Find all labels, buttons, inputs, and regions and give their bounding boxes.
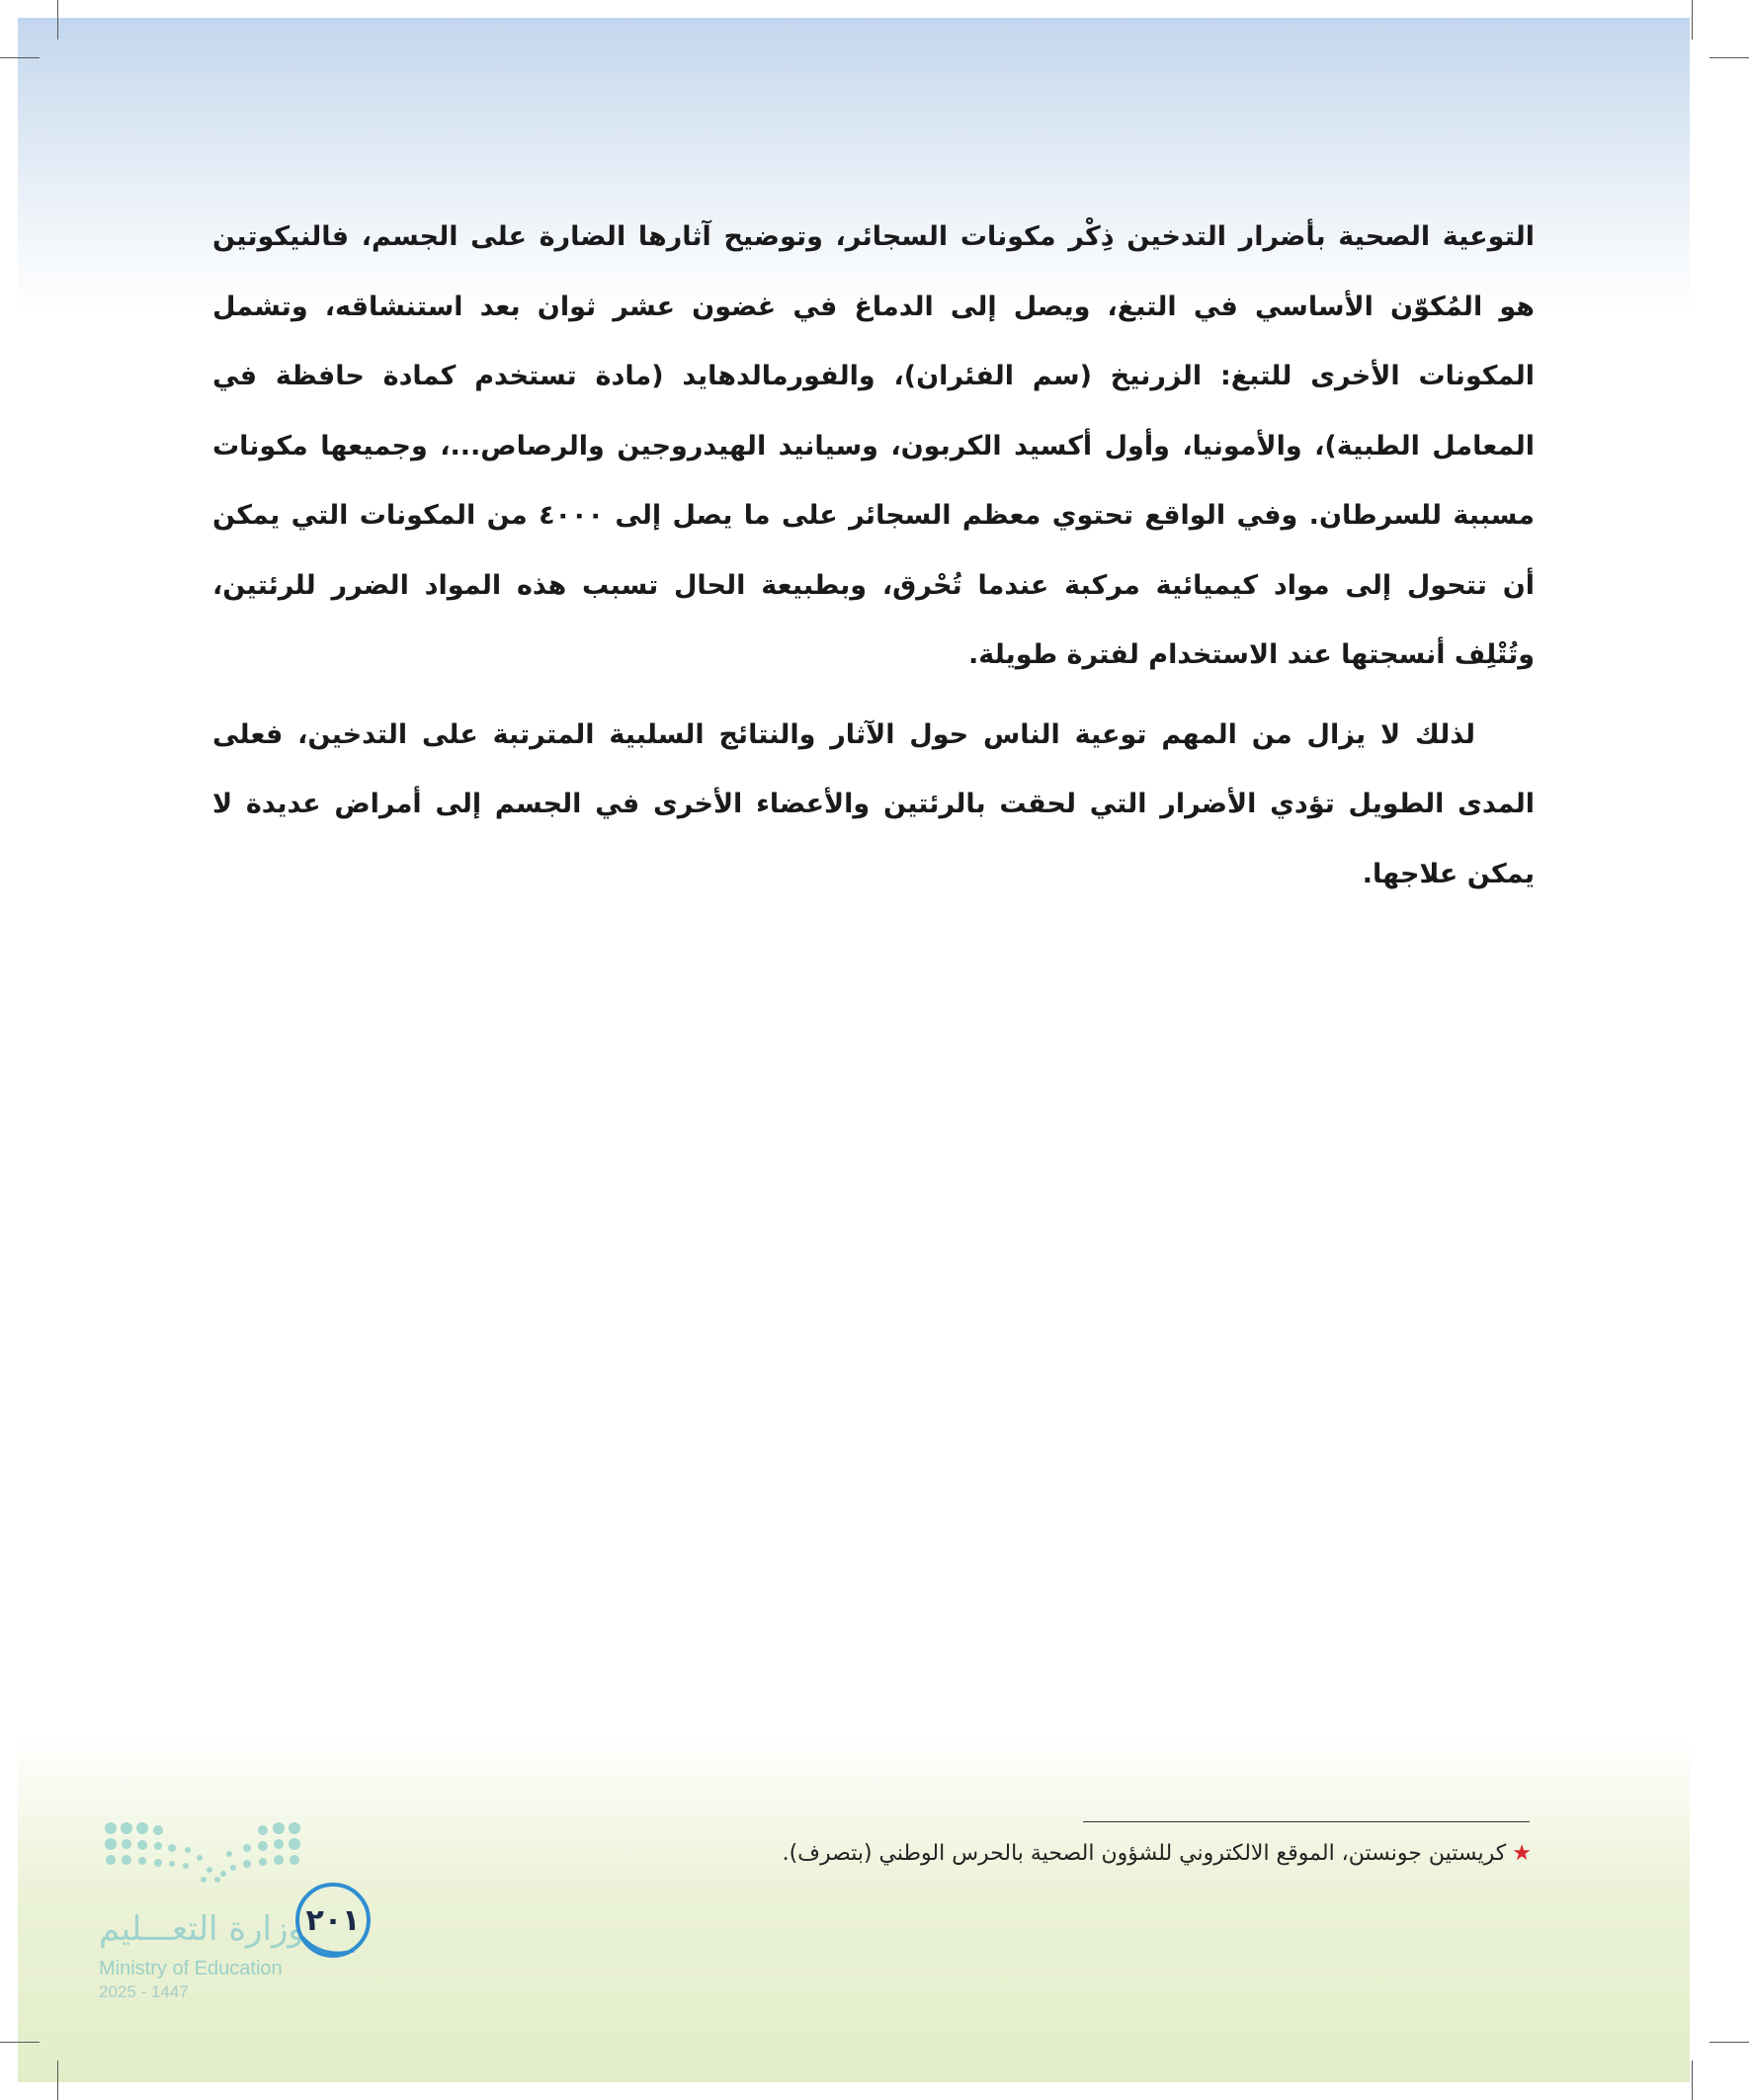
footnote — [553, 1836, 1532, 1872]
crop-mark — [57, 0, 58, 40]
ministry-logo-arabic: وزارة التعـــليم — [99, 1909, 304, 1949]
footnote-text: كريستين جونستن، الموقع الالكتروني للشؤون الصحية بالحرس الوطني (بتصرف). — [782, 1841, 1507, 1866]
page-number: ٢٠١ — [305, 1902, 361, 1938]
crop-mark — [0, 2042, 40, 2043]
paragraph: لذلك لا يزال من المهم توعية الناس حول الآثار والنتائج السلبية المترتبة على التدخين، فعلى المدى الطويل تؤدي الأضرار التي لحقت بالرئتين والأعضاء الأخرى في الجسم إلى أمراض عديدة لا يمكن علاجها. — [212, 718, 1535, 889]
crop-mark — [1709, 2042, 1749, 2043]
crop-mark — [57, 2060, 58, 2100]
crop-mark — [1709, 57, 1749, 58]
body-text — [212, 203, 1535, 909]
footnote-divider — [1083, 1821, 1530, 1822]
crop-mark — [0, 57, 40, 58]
crop-mark — [1692, 0, 1693, 40]
crop-mark — [1692, 2060, 1693, 2100]
ministry-logo-english: Ministry of Education — [99, 1958, 283, 1979]
star-icon: ★ — [1512, 1841, 1532, 1866]
ministry-logo-year: 2025 - 1447 — [99, 1982, 189, 2001]
paragraph: التوعية الصحية بأضرار التدخين ذِكْر مكونات السجائر، وتوضيح آثارها الضارة على الجسم، فالنيكوتين هو المُكوّن الأساسي في التبغ، ويصل إلى الدماغ في غضون عشر ثوان بعد استنشاقه، وتشمل المكونات الأخرى للتبغ: الزرنيخ (سم الفئران)، والفورمالدهايد (مادة تستخدم كمادة حافظة في المعامل الطبية)، والأمونيا، وأول أكسيد الكربون، وسيانيد الهيدروجين والرصاص...، وجميعها مكونات مسببة للسرطان. وفي الواقع تحتوي معظم السجائر على ما يصل إلى ٤٠٠٠ من المكونات التي يمكن أن تتحول إلى مواد كيميائية مركبة عندما تُحْرق، وبطبيعة الحال تسبب هذه المواد الضرر للرئتين، وتُتْلِف أنسجتها عند الاستخدام لفترة طويلة. — [212, 221, 1535, 670]
